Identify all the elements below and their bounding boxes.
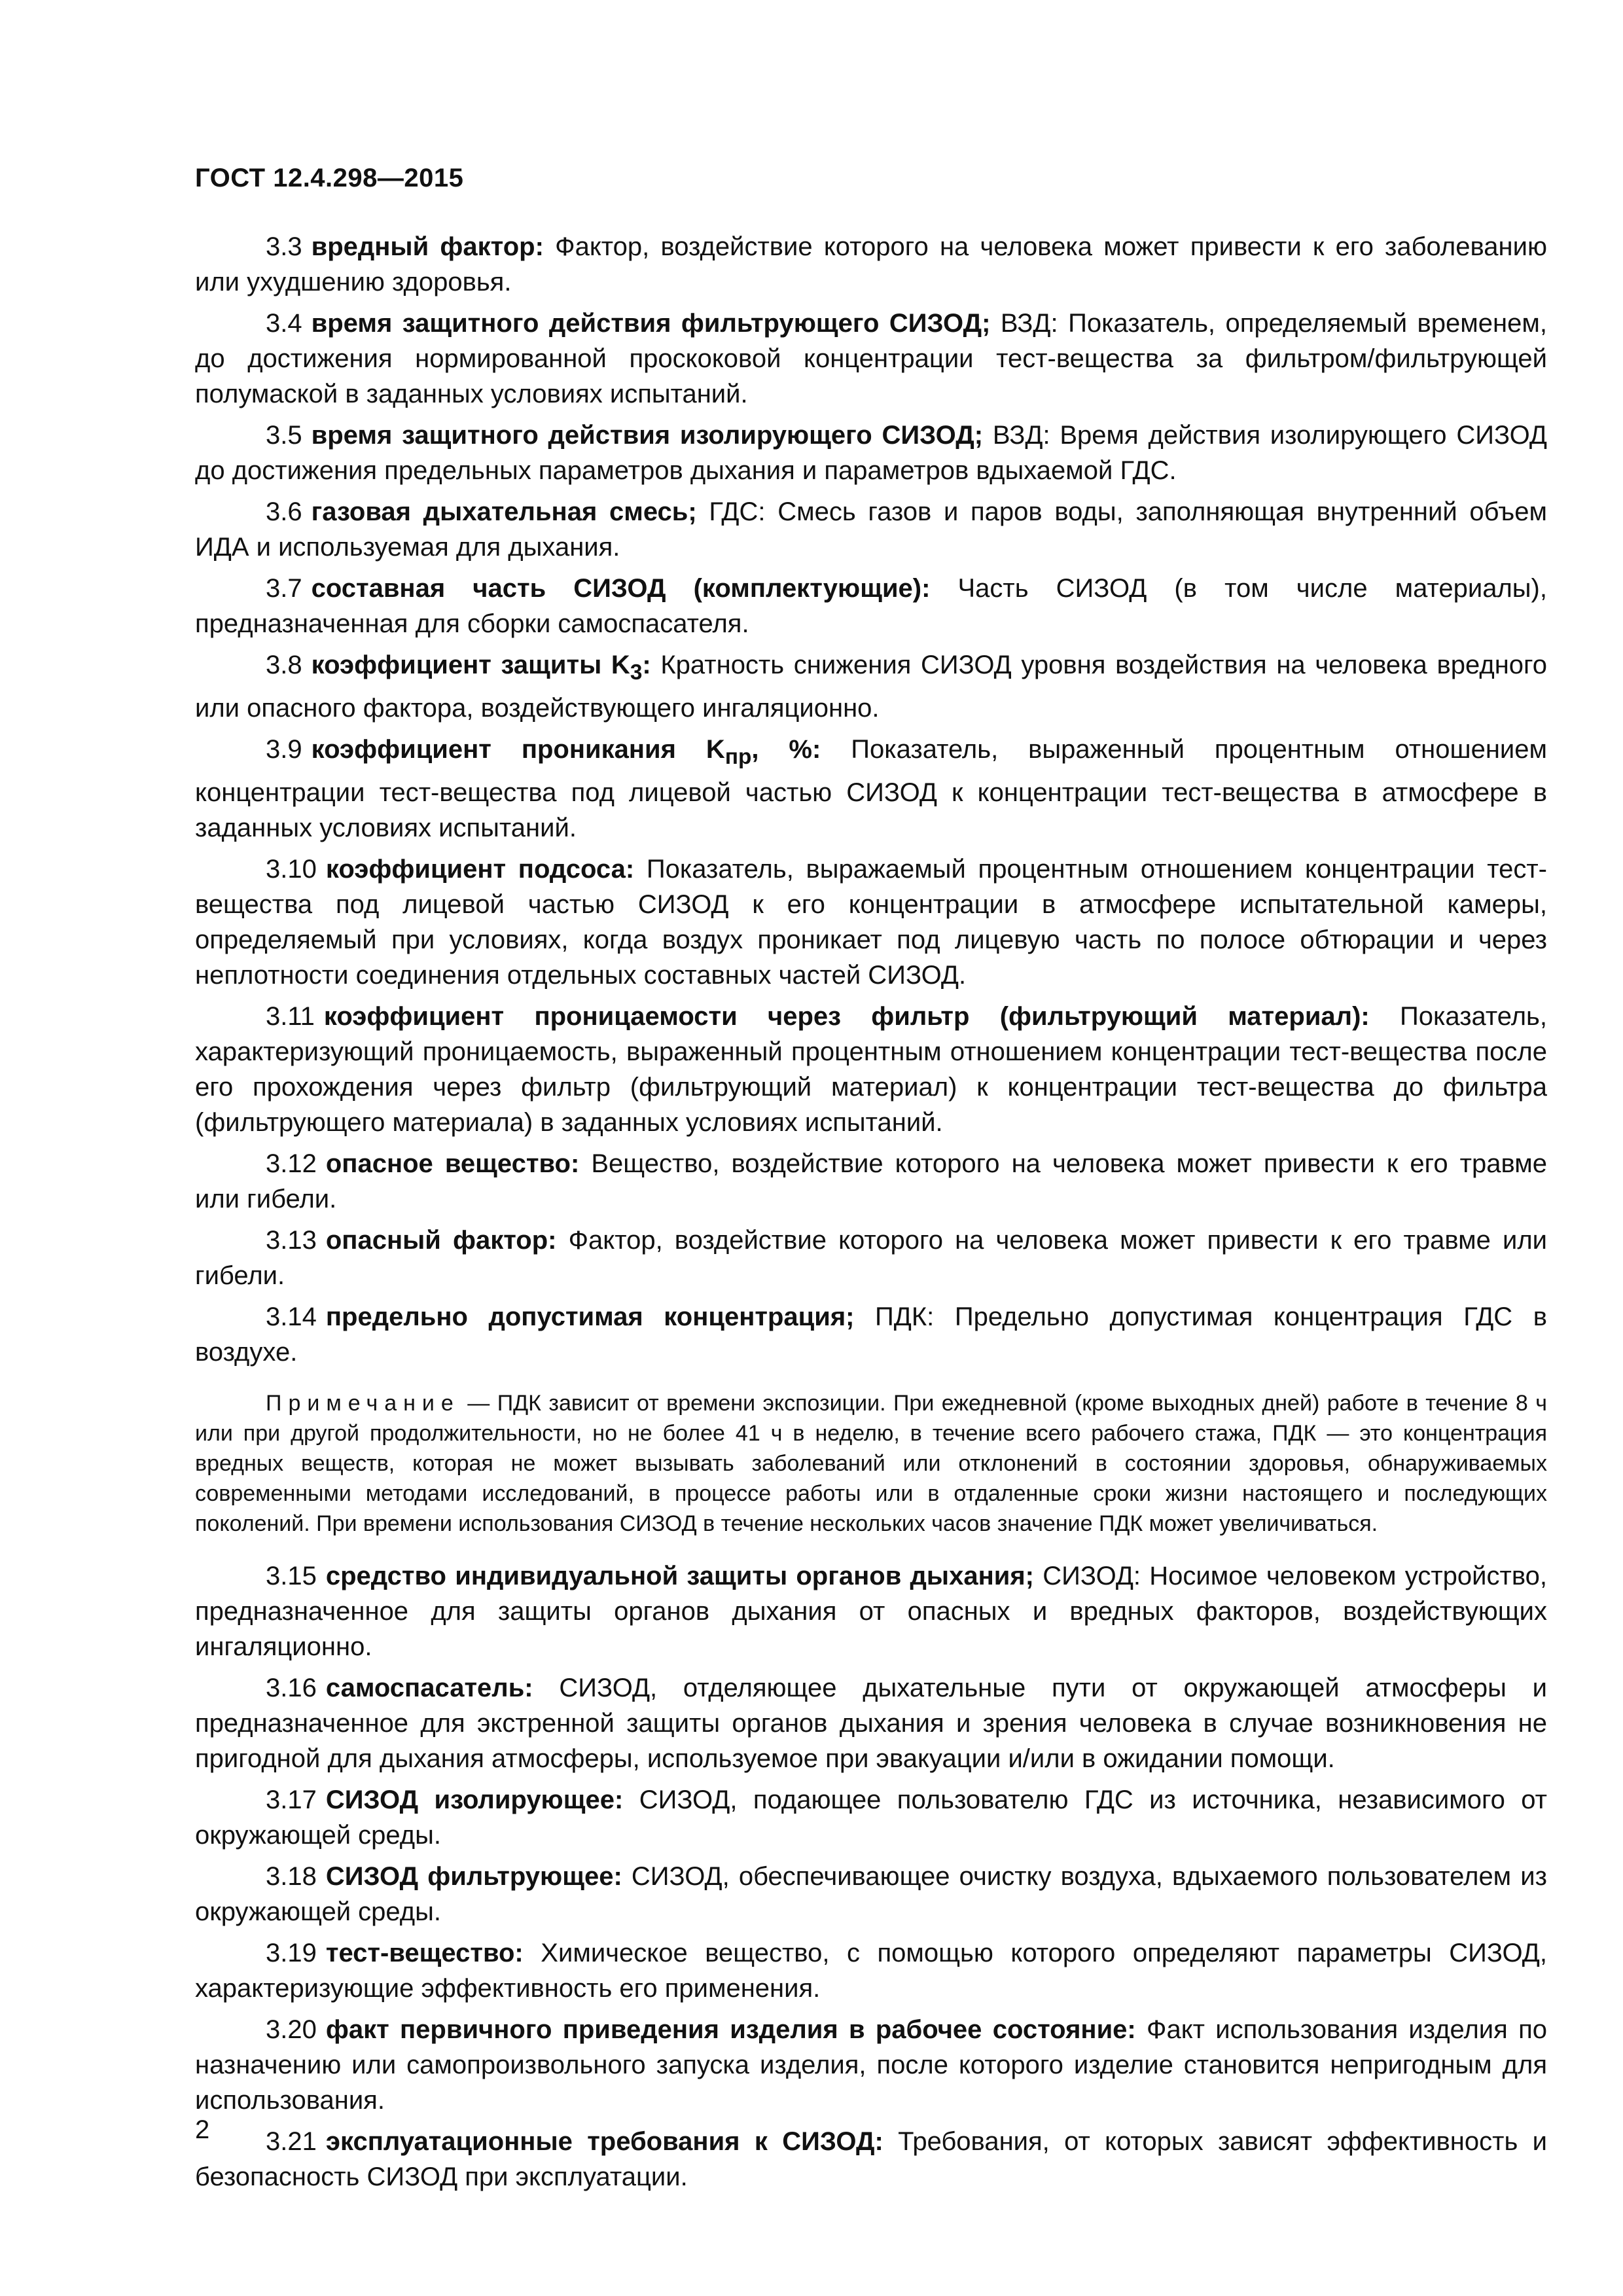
term-definition [195,1859,1547,1929]
term-name [324,1002,1370,1031]
term-name [311,735,821,769]
terms-list-continued [195,1558,1547,2195]
clause-number: 3.17 [266,1785,317,1814]
term-text: время защитного действия изолирующего СИЗОД; [311,421,984,450]
term-name [326,1939,524,1967]
term-name [326,1149,579,1178]
term-definition [195,418,1547,488]
term-text: коэффициент подсоса: [325,855,635,884]
term-text: средство индивидуальной защиты органов дыхания; [325,1562,1034,1590]
term-text: коэффициент проницаемости через фильтр (фильтрующий материал): [323,1002,1370,1031]
term-definition-text: Показатель, определяемый временем, до достижения нормированной проскоковой концентрации тест-вещества за фильтром/фильтрующей полумаской в заданных условиях испытаний. [195,309,1547,408]
term-name [326,2127,883,2156]
term-definition-text: Носимое человеком устройство, предназначенное для защиты органов дыхания от опасных и вредных факторов, воздействующих ингаляционно. [195,1562,1547,1661]
term-definition [195,852,1547,993]
term-definition [195,2124,1547,2195]
term-definition [195,999,1547,1140]
terms-list [195,229,1547,1370]
term-name [326,1785,623,1814]
term-definition [195,494,1547,565]
term-definition-text: Время действия изолирующего СИЗОД до достижения предельных параметров дыхания и параметров вдыхаемой ГДС. [195,421,1547,485]
term-definition-text: СИЗОД, подающее пользователю ГДС из источника, независимого от окружающей среды. [195,1785,1547,1850]
term-text: составная часть СИЗОД (комплектующие): [311,574,931,603]
term-abbreviation: ГДС: [709,497,766,526]
document-body [195,229,1547,2200]
term-definition [195,229,1547,300]
term-definition [195,571,1547,641]
term-text: предельно допустимая концентрация; [325,1302,855,1331]
clause-number: 3.13 [266,1226,317,1255]
term-name [312,421,983,450]
term-tail: : [642,651,651,679]
term-text: СИЗОД фильтрующее: [325,1862,622,1891]
term-name [312,497,697,526]
term-text: опасный фактор: [325,1226,557,1255]
term-definition-text: Химическое вещество, с помощью которого определяют параметры СИЗОД, характеризующие эффективность его применения. [195,1939,1547,2003]
term-definition-text: Требования, от которых зависят эффективность и безопасность СИЗОД при эксплуатации. [195,2127,1547,2191]
clause-number: 3.11 [266,1002,315,1031]
term-name [311,651,651,685]
term-definition [195,1299,1547,1370]
term-text: самоспасатель: [325,1674,533,1702]
term-definition [195,1670,1547,1776]
term-abbreviation: ВЗД: [1000,309,1058,338]
term-name [312,309,991,338]
term-name [312,574,931,603]
clause-number: 3.7 [266,574,302,603]
clause-number: 3.16 [266,1674,317,1702]
clause-number: 3.18 [266,1862,317,1891]
clause-number: 3.19 [266,1939,317,1967]
term-abbreviation: ПДК: [875,1302,935,1331]
term-definition [195,1146,1547,1217]
clause-number: 3.14 [266,1302,317,1331]
clause-number: 3.3 [266,232,302,261]
term-subscript: 3 [630,660,643,685]
term-text: коэффициент защиты K [311,651,630,679]
term-definition [195,647,1547,726]
term-definition-text: Факт использования изделия по назначению или самопроизвольного запуска изделия, после которого изделие становится непригодным для использования. [195,2015,1548,2115]
term-definition [195,2012,1547,2118]
note-text: — ПДК зависит от времени экспозиции. При ежедневной (кроме выходных дней) работе в течение 8 ч или при другой продолжительности, но не более 41 ч в неделю, в течение всего рабочего стажа, ПДК — это концентрация вредных веществ, которая не может вызывать заболеваний или отклонений в состоянии здоровья, обнаруживаемых современными методами исследований, в процессе работы или в отдаленные сроки жизни настоящего и последующих поколений. При времени использования СИЗОД в течение нескольких часов значение ПДК может увеличиваться. [195,1391,1547,1536]
term-definition [195,1558,1547,1664]
term-definition-text: Показатель, выраженный процентным отношением концентрации тест-вещества под лицевой частью СИЗОД к концентрации тест-вещества в атмосфере в заданных условиях испытаний. [195,735,1548,842]
term-text: время защитного действия фильтрующего СИЗОД; [311,309,991,338]
term-definition [195,1935,1547,2006]
term-definition [195,1223,1547,1293]
clause-number: 3.5 [266,421,302,450]
term-definition-text: Фактор, воздействие которого на человека может привести к его заболеванию или ухудшению здоровья. [195,232,1547,296]
term-text: тест-вещество: [325,1939,524,1967]
term-subscript: пр [724,745,752,769]
clause-number: 3.10 [266,855,317,884]
term-definition [195,306,1547,412]
clause-number: 3.20 [266,2015,317,2044]
clause-number: 3.21 [266,2127,317,2156]
term-text: опасное вещество: [325,1149,580,1178]
document-header: ГОСТ 12.4.298—2015 [195,164,464,192]
term-name [326,1562,1034,1590]
term-definition-text: СИЗОД, отделяющее дыхательные пути от окружающей атмосферы и предназначенное для экстренной защиты органов дыхания и зрения человека в случае возникновения не пригодной для дыхания атмосферы, используемое при эвакуации и/или в ожидании помощи. [195,1674,1547,1773]
term-name [326,1302,855,1331]
note-paragraph [195,1388,1547,1539]
term-name [326,1226,557,1255]
term-definition-text: Показатель, характеризующий проницаемость, выраженный процентным отношением концентрации тест-вещества после его прохождения через фильтр (фильтрующий материал) к концентрации тест-вещества до фильтра (фильтрующего материала) в заданных условиях испытаний. [195,1002,1547,1137]
term-definition [195,1782,1547,1853]
term-abbreviation: СИЗОД: [1043,1562,1141,1590]
clause-number: 3.4 [266,309,302,338]
term-definition-text: Фактор, воздействие которого на человека может привести к его травме или гибели. [195,1226,1547,1290]
term-definition-text: Вещество, воздействие которого на человека может привести к его травме или гибели. [195,1149,1547,1213]
term-text: эксплуатационные требования к СИЗОД: [325,2127,883,2156]
term-name [326,1674,533,1702]
term-definition-text: Показатель, выражаемый процентным отношением концентрации тест-вещества под лицевой частью СИЗОД к его концентрации в атмосфере испытательной камеры, определяемый при условиях, когда воздух проникает под лицевую часть по полосе обтюрации и через неплотности соединения отдельных составных частей СИЗОД. [195,855,1547,990]
term-definition-text: Смесь газов и паров воды, заполняющая внутренний объем ИДА и используемая для дыхания. [195,497,1547,562]
clause-number: 3.8 [266,651,302,679]
term-text: факт первичного приведения изделия в рабочее состояние: [325,2015,1136,2044]
term-text: газовая дыхательная смесь; [311,497,697,526]
page-number: 2 [195,2115,210,2144]
term-text: вредный фактор: [311,232,544,261]
clause-number: 3.9 [266,735,302,764]
term-tail: , %: [751,735,821,764]
clause-number: 3.15 [266,1562,317,1590]
term-name [326,1862,622,1891]
term-definition-text: СИЗОД, обеспечивающее очистку воздуха, вдыхаемого пользователем из окружающей среды. [195,1862,1547,1926]
term-definition [195,732,1547,846]
term-text: коэффициент проникания K [311,735,725,764]
term-name [312,232,544,261]
clause-number: 3.12 [266,1149,317,1178]
term-definition-text: Кратность снижения СИЗОД уровня воздействия на человека вредного или опасного фактора, воздействующего ингаляционно. [195,651,1547,723]
note-label: Примечание [266,1391,460,1416]
term-text: СИЗОД изолирующее: [325,1785,624,1814]
term-abbreviation: ВЗД: [992,421,1050,450]
term-definition-text: Предельно допустимая концентрация ГДС в воздухе. [195,1302,1547,1367]
term-name [326,855,634,884]
term-name [326,2015,1136,2044]
term-definition-text: Часть СИЗОД (в том числе материалы), предназначенная для сборки самоспасателя. [195,574,1547,638]
clause-number: 3.6 [266,497,302,526]
